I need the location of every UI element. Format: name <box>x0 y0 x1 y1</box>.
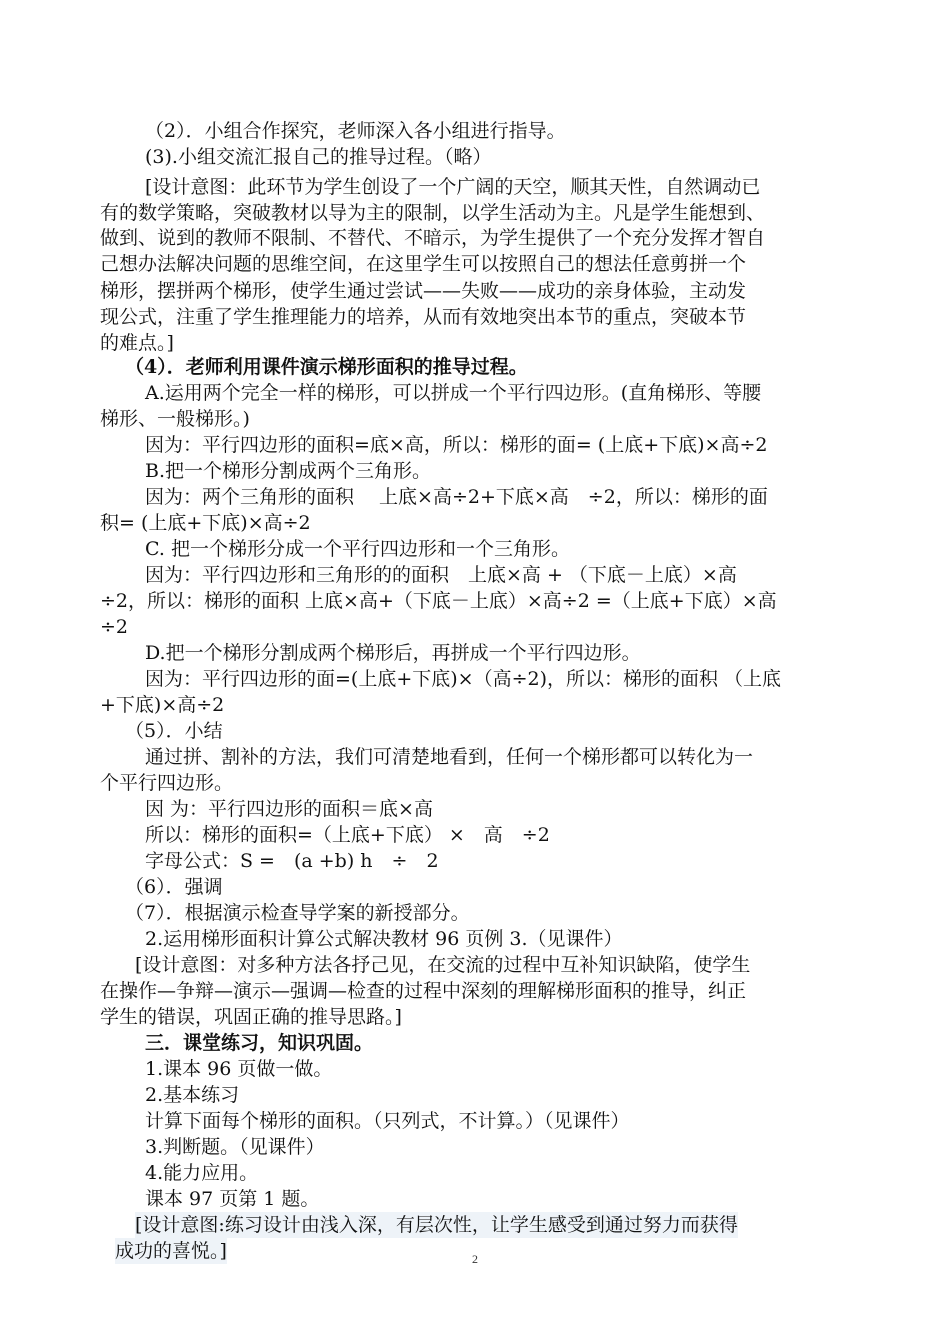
text-line: 2.基本练习 <box>145 1084 240 1106</box>
text-line: 4.能力应用。 <box>145 1162 259 1184</box>
text-line: +下底)×高÷2 <box>100 694 225 716</box>
text-line: D.把一个梯形分割成两个梯形后，再拼成一个平行四边形。 <box>145 642 641 664</box>
text-line: C. 把一个梯形分成一个平行四边形和一个三角形。 <box>145 538 570 560</box>
text-line: 个平行四边形。 <box>100 772 234 794</box>
text-line: 做到、说到的教师不限制、不替代、不暗示，为学生提供了一个充分发挥才智自 <box>100 227 766 249</box>
text-line: A.运用两个完全一样的梯形，可以拼成一个平行四边形。(直角梯形、等腰 <box>145 382 762 404</box>
text-line: 通过拼、割补的方法，我们可清楚地看到，任何一个梯形都可以转化为一 <box>145 746 754 768</box>
text-line: 的难点。] <box>100 332 174 354</box>
text-line: 梯形、一般梯形。) <box>100 408 250 430</box>
text-line: 计算下面每个梯形的面积。（只列式，不计算。）（见课件） <box>145 1110 630 1132</box>
text-line: 1.课本 96 页做一做。 <box>145 1058 333 1080</box>
text-line: 现公式，注重了学生推理能力的培养，从而有效地突出本节的重点，突破本节 <box>100 306 747 328</box>
text-line: （2）．小组合作探究，老师深入各小组进行指导。 <box>145 120 566 142</box>
section-heading: （4）．老师利用课件演示梯形面积的推导过程。 <box>125 356 528 378</box>
text-line: 学生的错误，巩固正确的推导思路。] <box>100 1006 402 1028</box>
section-heading: （7）．根据演示检查导学案的新授部分。 <box>125 902 470 924</box>
formula-line: 字母公式：S = (a +b) h ÷ 2 <box>145 850 439 872</box>
text-line: 积= (上底+下底)×高÷2 <box>100 512 311 534</box>
page-number: 2 <box>472 1252 478 1266</box>
text-line: 有的数学策略，突破教材以导为主的限制，以学生活动为主。凡是学生能想到、 <box>100 202 766 224</box>
text-line: [设计意图：对多种方法各抒己见，在交流的过程中互补知识缺陷，使学生 <box>135 954 751 976</box>
section-heading: （6）．强调 <box>125 876 223 898</box>
text-line: 因为：平行四边形的面=(上底+下底)×（高÷2)，所以：梯形的面积 （上底 <box>145 668 782 690</box>
text-line: (3).小组交流汇报自己的推导过程。（略） <box>145 146 492 168</box>
text-line: 2.运用梯形面积计算公式解决教材 96 页例 3.（见课件） <box>145 928 623 950</box>
text-line: ÷2，所以：梯形的面积 上底×高+（下底－上底）×高÷2 =（上底+下底）×高 <box>100 590 777 612</box>
text-line: 所以：梯形的面积=（上底+下底） × 高 ÷2 <box>145 824 550 846</box>
section-heading: （5）．小结 <box>125 720 223 742</box>
text-line: [设计意图:练习设计由浅入深，有层次性，让学生感受到通过努力而获得 <box>135 1214 738 1236</box>
text-line: [设计意图：此环节为学生创设了一个广阔的天空，顺其天性，自然调动已 <box>145 176 761 198</box>
text-line: 己想办法解决问题的思维空间，在这里学生可以按照自己的想法任意剪拼一个 <box>100 253 747 275</box>
text-line: B.把一个梯形分割成两个三角形。 <box>145 460 432 482</box>
text-line: 因为：两个三角形的面积 上底×高÷2+下底×高 ÷2，所以：梯形的面 <box>145 486 768 508</box>
text-line: 在操作—争辩—演示—强调—检查的过程中深刻的理解梯形面积的推导，纠正 <box>100 980 747 1002</box>
text-line: 因为：平行四边形和三角形的的面积 上底×高 + （下底－上底）×高 <box>145 564 737 586</box>
text-line: 梯形，摆拼两个梯形，使学生通过尝试——失败——成功的亲身体验，主动发 <box>100 280 747 302</box>
section-heading: 三．课堂练习，知识巩固。 <box>145 1032 374 1054</box>
text-line: 因 为：平行四边形的面积＝底×高 <box>145 798 433 820</box>
text-line: 成功的喜悦。] <box>115 1240 227 1262</box>
text-line: ÷2 <box>100 616 129 638</box>
text-line: 课本 97 页第 1 题。 <box>145 1188 320 1210</box>
text-line: 因为：平行四边形的面积=底×高，所以：梯形的面= (上底+下底)×高÷2 <box>145 434 768 456</box>
text-line: 3.判断题。（见课件） <box>145 1136 325 1158</box>
